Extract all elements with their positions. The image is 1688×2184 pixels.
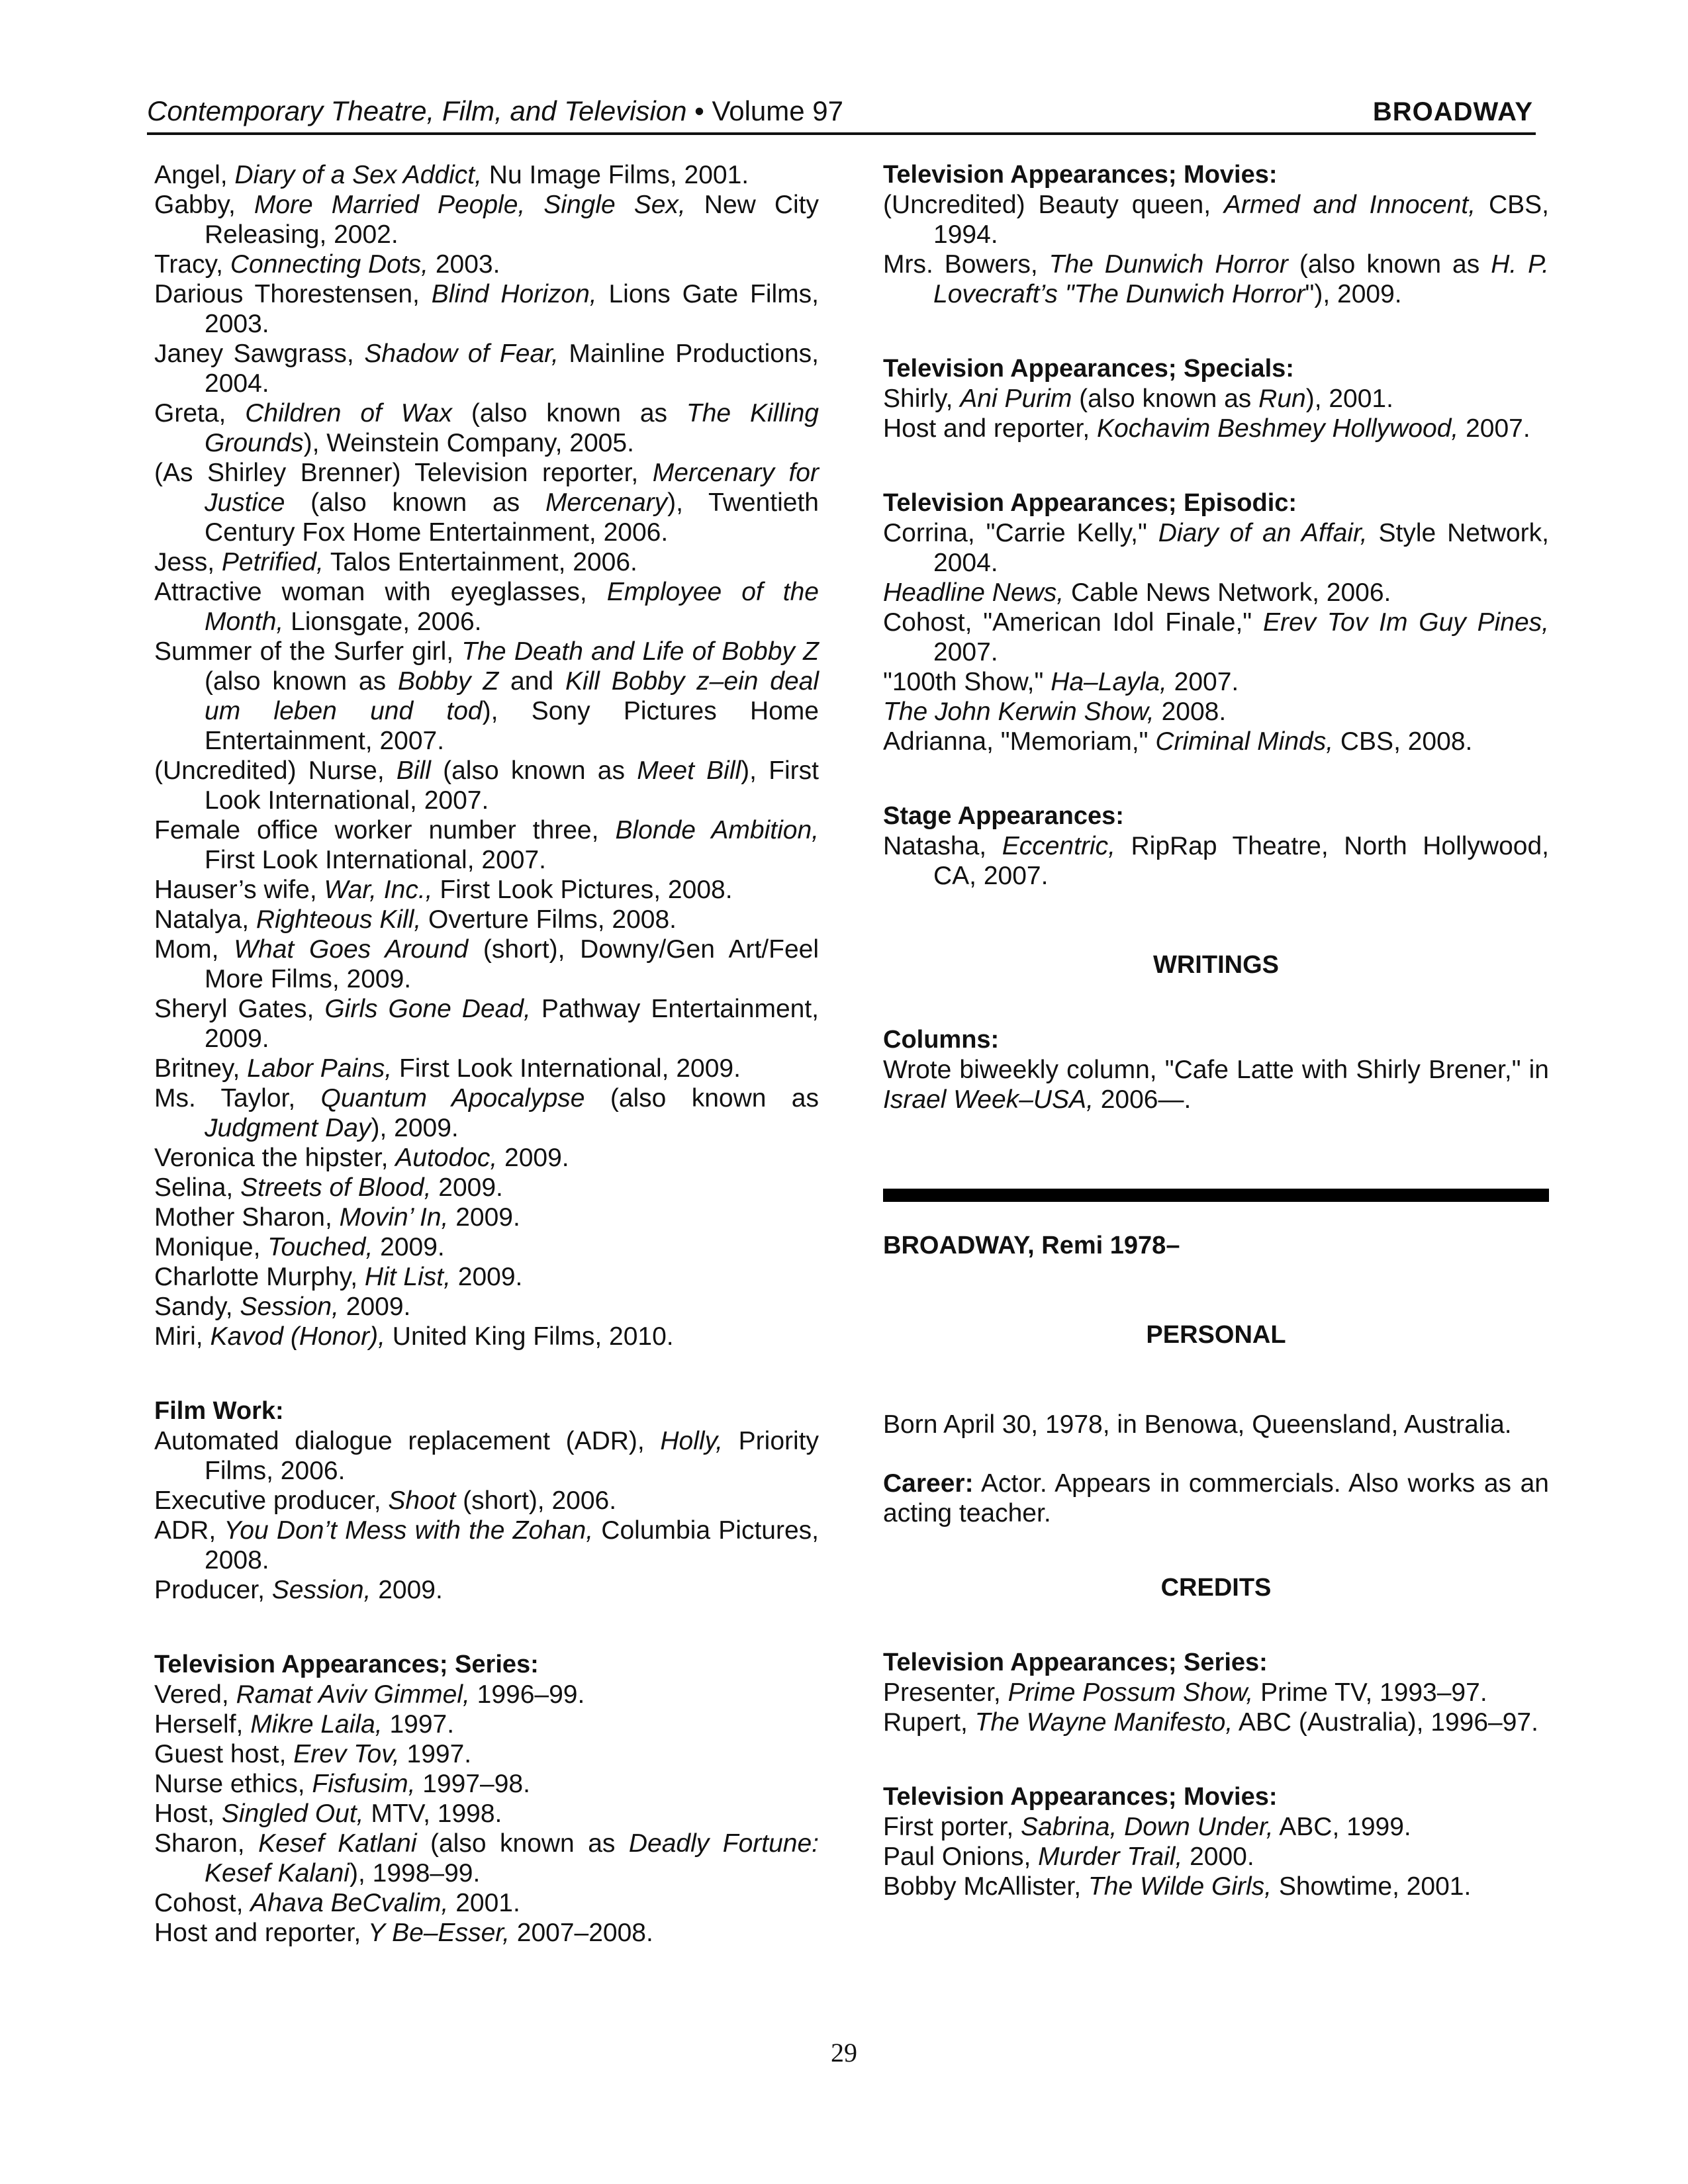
credit-entry: Adrianna, "Memoriam," Criminal Minds, CBS, 2008. <box>883 727 1473 756</box>
entry-name-heading: BROADWAY, Remi 1978– <box>883 1232 1180 1259</box>
credit-entry: Natasha, Eccentric, RipRap Theatre, North Hollywood, CA, 2007. <box>883 832 1549 890</box>
credit-entry: Mother Sharon, Movin’ In, 2009. <box>154 1203 520 1232</box>
entry-divider-rule <box>883 1189 1549 1202</box>
credit-entry: Presenter, Prime Possum Show, Prime TV, 1993–97. <box>883 1678 1487 1707</box>
page-number: 29 <box>831 2038 857 2068</box>
film-appearances-list <box>154 160 819 1351</box>
credit-entry: Bobby McAllister, The Wilde Girls, Showtime, 2001. <box>883 1872 1472 1901</box>
tv-movies-heading: Television Appearances; Movies: <box>883 161 1278 189</box>
credit-entry: Nurse ethics, Fisfusim, 1997–98. <box>154 1770 530 1798</box>
bullet: • <box>694 95 704 126</box>
tv-specials-heading: Television Appearances; Specials: <box>883 355 1294 383</box>
credit-entry: Headline News, Cable News Network, 2006. <box>883 578 1391 607</box>
credits-tv-series-heading: Television Appearances; Series: <box>883 1649 1268 1676</box>
columns-text: Wrote biweekly column, "Cafe Latte with Shirly Brener," in Israel Week–USA, 2006—. <box>883 1056 1549 1114</box>
credit-entry: Summer of the Surfer girl, The Death and Life of Bobby Z (also known as Bobby Z and Kill Bobby z–ein deal um leben und tod), Sony Pictures Home Entertainment, 2007. <box>154 637 819 755</box>
credit-entry: Cohost, Ahava BeCvalim, 2001. <box>154 1889 520 1917</box>
career-paragraph <box>883 1469 1549 1528</box>
credit-entry: (Uncredited) Beauty queen, Armed and Innocent, CBS, 1994. <box>883 191 1549 249</box>
credit-entry: ADR, You Don’t Mess with the Zohan, Columbia Pictures, 2008. <box>154 1516 819 1574</box>
credit-entry: Mom, What Goes Around (short), Downy/Gen Art/Feel More Films, 2009. <box>154 935 819 993</box>
right-column <box>883 160 1549 1901</box>
credit-entry: Veronica the hipster, Autodoc, 2009. <box>154 1144 569 1172</box>
credit-entry: Greta, Children of Wax (also known as The Killing Grounds), Weinstein Company, 2005. <box>154 399 819 457</box>
volume-number: Volume 97 <box>712 95 844 126</box>
tv-series-list <box>154 1680 819 1948</box>
film-work-heading: Film Work: <box>154 1397 284 1425</box>
stage-heading: Stage Appearances: <box>883 802 1124 830</box>
credit-entry: Producer, Session, 2009. <box>154 1576 443 1604</box>
credit-entry: (As Shirley Brenner) Television reporter, Mercenary for Justice (also known as Mercenary), Twentieth Century Fox Home Entertainment, 2006. <box>154 459 819 547</box>
credit-entry: Vered, Ramat Aviv Gimmel, 1996–99. <box>154 1680 585 1709</box>
credit-entry: Sheryl Gates, Girls Gone Dead, Pathway Entertainment, 2009. <box>154 995 819 1053</box>
credit-entry: First porter, Sabrina, Down Under, ABC, 1999. <box>883 1813 1411 1841</box>
credit-entry: Ms. Taylor, Quantum Apocalypse (also known as Judgment Day), 2009. <box>154 1084 819 1142</box>
credit-entry: Monique, Touched, 2009. <box>154 1233 445 1261</box>
credits-tv-series-list <box>883 1678 1549 1737</box>
tv-series-heading: Television Appearances; Series: <box>154 1651 539 1678</box>
credit-entry: Paul Onions, Murder Trail, 2000. <box>883 1843 1254 1871</box>
credit-entry: Corrina, "Carrie Kelly," Diary of an Affair, Style Network, 2004. <box>883 519 1549 577</box>
credit-entry: Jess, Petrified, Talos Entertainment, 2006. <box>154 548 637 576</box>
tv-movies-list <box>883 190 1549 309</box>
credit-entry: Attractive woman with eyeglasses, Employee of the Month, Lionsgate, 2006. <box>154 578 819 636</box>
credit-entry: Automated dialogue replacement (ADR), Holly, Priority Films, 2006. <box>154 1427 819 1485</box>
film-work-list <box>154 1426 819 1605</box>
credit-entry: Mrs. Bowers, The Dunwich Horror (also known as H. P. Lovecraft’s "The Dunwich Horror"), 2009. <box>883 250 1549 308</box>
stage-list <box>883 831 1549 891</box>
credit-entry: Hauser’s wife, War, Inc., First Look Pictures, 2008. <box>154 876 733 904</box>
born-text: Born April 30, 1978, in Benowa, Queensland, Australia. <box>883 1410 1512 1439</box>
credit-entry: Host, Singled Out, MTV, 1998. <box>154 1799 502 1828</box>
credit-entry: Angel, Diary of a Sex Addict, Nu Image Films, 2001. <box>154 161 749 189</box>
credit-entry: Miri, Kavod (Honor), United King Films, 2010. <box>154 1322 674 1351</box>
credit-entry: Darious Thorestensen, Blind Horizon, Lions Gate Films, 2003. <box>154 280 819 338</box>
credit-entry: "100th Show," Ha–Layla, 2007. <box>883 668 1239 696</box>
running-head <box>147 93 1536 135</box>
credit-entry: (Uncredited) Nurse, Bill (also known as Meet Bill), First Look International, 2007. <box>154 756 820 815</box>
career-text: Actor. Appears in commercials. Also works as an acting teacher. <box>883 1469 1549 1527</box>
credit-entry: Cohost, "American Idol Finale," Erev Tov Im Guy Pines, 2007. <box>883 608 1549 666</box>
credit-entry: Charlotte Murphy, Hit List, 2009. <box>154 1263 523 1291</box>
credit-entry: Britney, Labor Pains, First Look International, 2009. <box>154 1054 741 1083</box>
publication-line <box>147 95 843 127</box>
credit-entry: Host and reporter, Kochavim Beshmey Hollywood, 2007. <box>883 414 1530 443</box>
credit-entry: Tracy, Connecting Dots, 2003. <box>154 250 500 279</box>
credits-tv-movies-list <box>883 1812 1549 1901</box>
credit-entry: Host and reporter, Y Be–Esser, 2007–2008. <box>154 1919 653 1947</box>
career-label: Career: <box>883 1469 974 1498</box>
tv-episodic-heading: Television Appearances; Episodic: <box>883 489 1297 517</box>
running-name: BROADWAY <box>1372 97 1533 126</box>
personal-heading: PERSONAL <box>1146 1321 1286 1349</box>
credits-tv-movies-heading: Television Appearances; Movies: <box>883 1783 1278 1811</box>
left-column <box>154 160 819 1948</box>
credit-entry: Gabby, More Married People, Single Sex, New City Releasing, 2002. <box>154 191 819 249</box>
credit-entry: Sharon, Kesef Katlani (also known as Deadly Fortune: Kesef Kalani), 1998–99. <box>154 1829 819 1888</box>
credit-entry: Selina, Streets of Blood, 2009. <box>154 1173 503 1202</box>
columns-heading: Columns: <box>883 1026 1000 1054</box>
publication-title: Contemporary Theatre, Film, and Television <box>147 95 687 126</box>
credit-entry: Shirly, Ani Purim (also known as Run), 2001. <box>883 385 1393 413</box>
credit-entry: Janey Sawgrass, Shadow of Fear, Mainline Productions, 2004. <box>154 340 819 398</box>
credit-entry: Natalya, Righteous Kill, Overture Films, 2008. <box>154 905 677 934</box>
credit-entry: The John Kerwin Show, 2008. <box>883 698 1227 726</box>
writings-heading: WRITINGS <box>1153 951 1279 979</box>
credit-entry: Female office worker number three, Blonde Ambition, First Look International, 2007. <box>154 816 819 874</box>
credit-entry: Executive producer, Shoot (short), 2006. <box>154 1486 617 1515</box>
credits-heading: CREDITS <box>1160 1574 1272 1602</box>
credit-entry: Guest host, Erev Tov, 1997. <box>154 1740 472 1768</box>
tv-specials-list <box>883 384 1549 443</box>
credit-entry: Sandy, Session, 2009. <box>154 1293 411 1321</box>
tv-episodic-list <box>883 518 1549 756</box>
credit-entry: Rupert, The Wayne Manifesto, ABC (Australia), 1996–97. <box>883 1708 1538 1737</box>
credit-entry: Herself, Mikre Laila, 1997. <box>154 1710 455 1739</box>
